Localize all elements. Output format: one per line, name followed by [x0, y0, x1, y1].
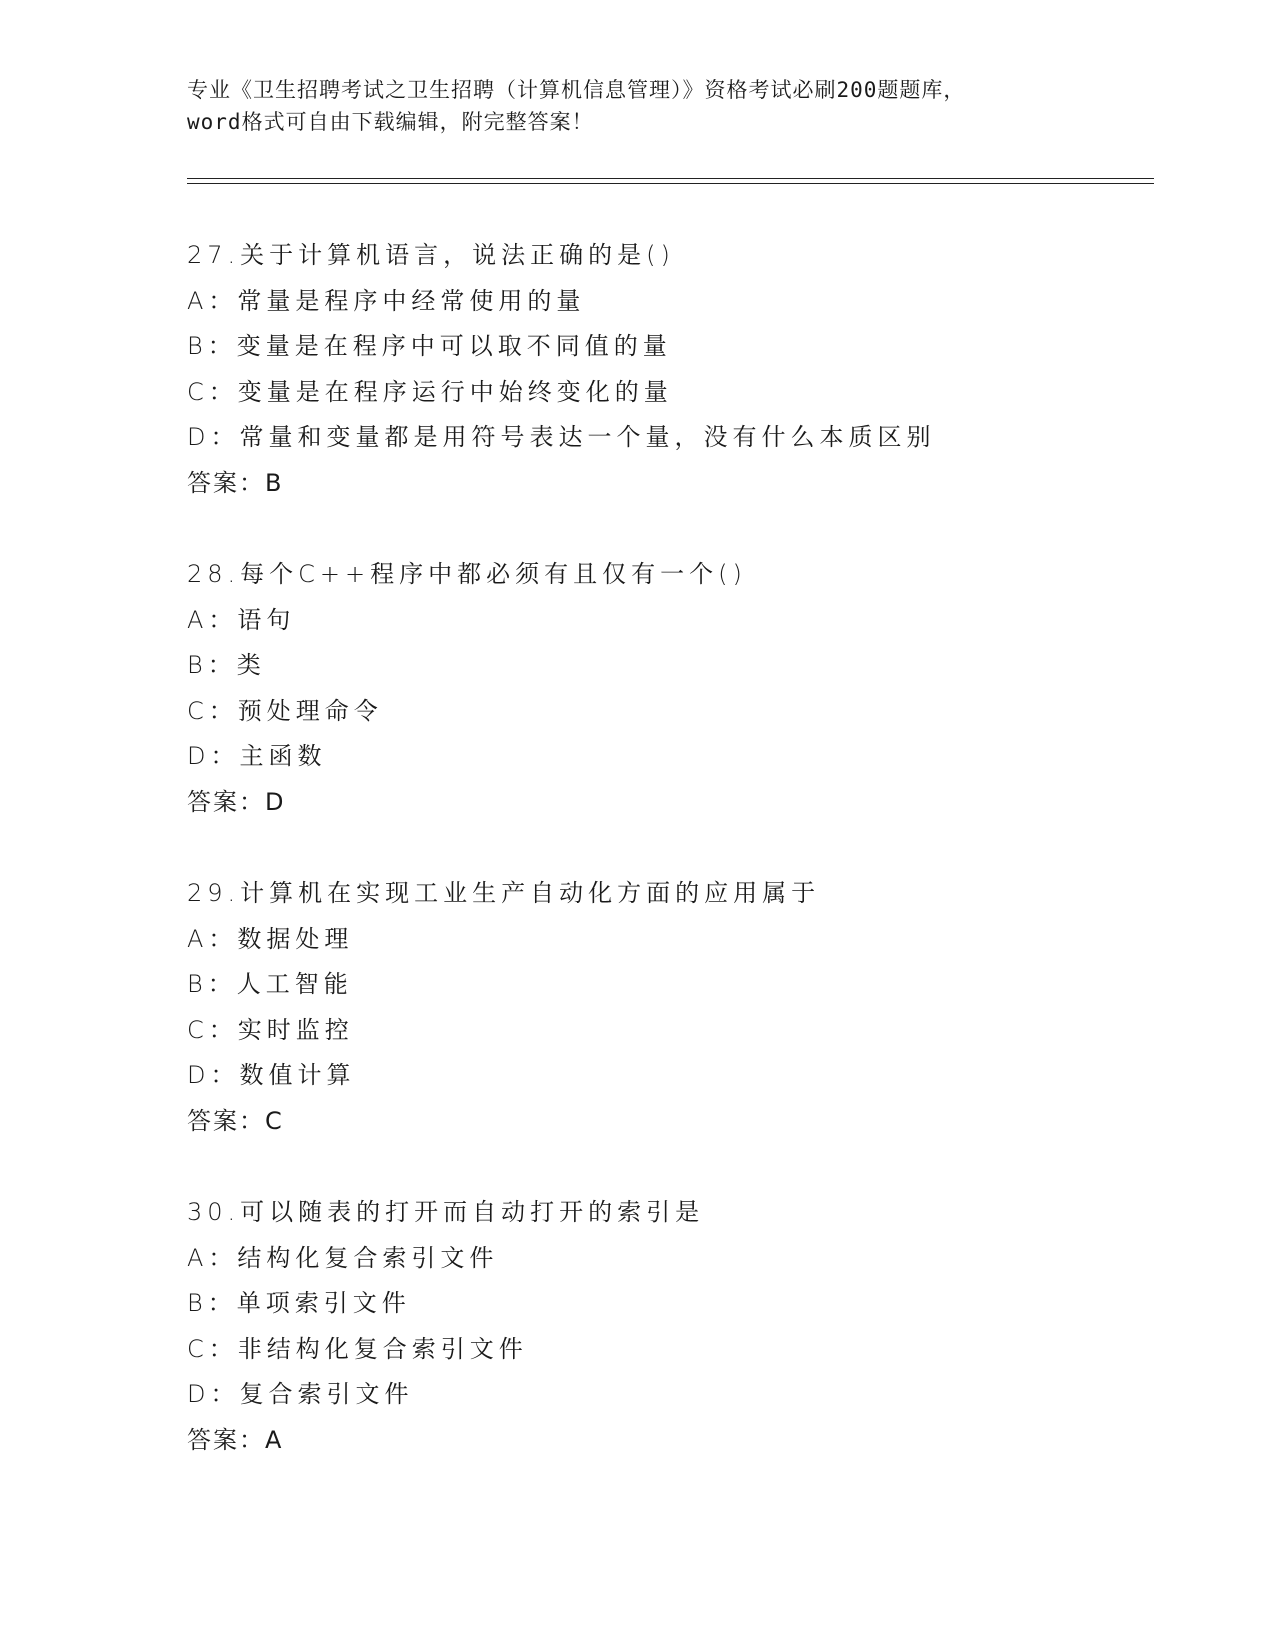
- option-b: B：变量是在程序中可以取不同值的量: [187, 332, 672, 360]
- question-title: 29.计算机在实现工业生产自动化方面的应用属于: [187, 879, 821, 907]
- question-27: [187, 233, 1147, 506]
- option-a: A：数据处理: [187, 924, 354, 953]
- question-title: 30.可以随表的打开而自动打开的索引是: [187, 1198, 705, 1226]
- header-line-1: 专业《卫生招聘考试之卫生招聘（计算机信息管理）》资格考试必刷200题题库，: [187, 78, 966, 102]
- option-b: B：人工智能: [187, 970, 353, 998]
- question-title: 27.关于计算机语言，说法正确的是(): [187, 241, 675, 269]
- option-b: B：单项索引文件: [187, 1289, 411, 1317]
- option-d: D：常量和变量都是用符号表达一个量，没有什么本质区别: [187, 423, 936, 451]
- option-c: C：变量是在程序运行中始终变化的量: [187, 377, 673, 406]
- question-28: [187, 552, 1147, 825]
- option-a: A：结构化复合索引文件: [187, 1243, 499, 1272]
- option-d: D：数值计算: [187, 1061, 356, 1089]
- question-title: 28.每个C++程序中都必须有且仅有一个(): [187, 560, 747, 588]
- option-a: A：常量是程序中经常使用的量: [187, 286, 586, 315]
- answer-line: 答案：A: [187, 1425, 284, 1454]
- option-c: C：非结构化复合索引文件: [187, 1334, 528, 1363]
- header-line-2: word格式可自由下载编辑，附完整答案！: [187, 110, 594, 134]
- question-30: [187, 1190, 1147, 1463]
- option-c: C：预处理命令: [187, 696, 383, 725]
- option-b: B：类: [187, 651, 266, 679]
- option-d: D：主函数: [187, 742, 327, 770]
- option-c: C：实时监控: [187, 1015, 354, 1044]
- option-d: D：复合索引文件: [187, 1380, 414, 1408]
- question-29: [187, 871, 1147, 1144]
- answer-line: 答案：C: [187, 1106, 284, 1135]
- answer-line: 答案：B: [187, 468, 284, 497]
- header-divider-top: [187, 178, 1154, 179]
- header-divider-bottom: [187, 183, 1154, 184]
- option-a: A：语句: [187, 605, 296, 634]
- answer-line: 答案：D: [187, 787, 286, 816]
- document-header: [187, 74, 1087, 138]
